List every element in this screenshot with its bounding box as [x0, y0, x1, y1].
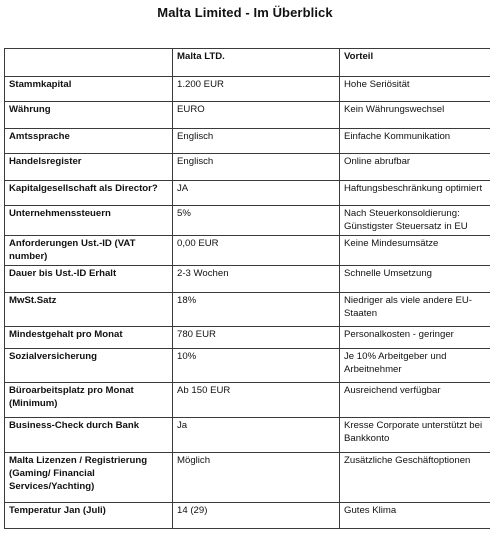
row-value: Ab 150 EUR — [173, 383, 340, 418]
row-label: MwSt.Satz — [5, 293, 173, 327]
row-advantage: Nach Steuerkonsoldierung: Günstigster Steuersatz in EU — [340, 206, 490, 236]
row-advantage: Haftungsbeschränkung optimiert — [340, 181, 490, 206]
row-label: Handelsregister — [5, 154, 173, 181]
row-value: 1.200 EUR — [173, 77, 340, 102]
row-value: 18% — [173, 293, 340, 327]
table-row — [5, 266, 490, 293]
row-label: Sozialversicherung — [5, 349, 173, 383]
row-advantage: Zusätzliche Geschäftoptionen — [340, 453, 490, 503]
table-row — [5, 383, 490, 418]
row-advantage: Kein Währungswechsel — [340, 102, 490, 129]
row-advantage: Keine Mindesumsätze — [340, 236, 490, 266]
table-row — [5, 418, 490, 453]
table-row — [5, 349, 490, 383]
header-cell-malta-ltd: Malta LTD. — [173, 49, 340, 77]
table-row — [5, 236, 490, 266]
row-advantage: Personalkosten - geringer — [340, 327, 490, 349]
row-label: Malta Lizenzen / Registrierung (Gaming/ Financial Services/Yachting) — [5, 453, 173, 503]
row-label: Business-Check durch Bank — [5, 418, 173, 453]
row-label: Dauer bis Ust.-ID Erhalt — [5, 266, 173, 293]
row-value: 14 (29) — [173, 503, 340, 529]
row-advantage: Online abrufbar — [340, 154, 490, 181]
row-value: EURO — [173, 102, 340, 129]
row-value: Ja — [173, 418, 340, 453]
table-row — [5, 154, 490, 181]
table-row — [5, 206, 490, 236]
row-value: Englisch — [173, 154, 340, 181]
row-advantage: Einfache Kommunikation — [340, 129, 490, 154]
row-label: Mindestgehalt pro Monat — [5, 327, 173, 349]
row-advantage: Gutes Klima — [340, 503, 490, 529]
overview-table — [4, 48, 490, 529]
row-value: 2-3 Wochen — [173, 266, 340, 293]
row-label: Kapitalgesellschaft als Director? — [5, 181, 173, 206]
table-row — [5, 503, 490, 529]
row-label: Währung — [5, 102, 173, 129]
row-label: Büroarbeitsplatz pro Monat (Minimum) — [5, 383, 173, 418]
row-advantage: Schnelle Umsetzung — [340, 266, 490, 293]
table-row — [5, 129, 490, 154]
row-label: Temperatur Jan (Juli) — [5, 503, 173, 529]
table-row — [5, 77, 490, 102]
row-advantage: Je 10% Arbeitgeber und Arbeitnehmer — [340, 349, 490, 383]
row-advantage: Niedriger als viele andere EU-Staaten — [340, 293, 490, 327]
row-label: Unternehmenssteuern — [5, 206, 173, 236]
row-value: JA — [173, 181, 340, 206]
row-value: 0,00 EUR — [173, 236, 340, 266]
row-label: Amtssprache — [5, 129, 173, 154]
row-value: 10% — [173, 349, 340, 383]
row-advantage: Ausreichend verfügbar — [340, 383, 490, 418]
row-label: Stammkapital — [5, 77, 173, 102]
page-title: Malta Limited - Im Überblick — [157, 5, 333, 20]
table-header-row — [5, 49, 490, 77]
table-row — [5, 181, 490, 206]
header-cell-blank — [5, 49, 173, 77]
row-value: Englisch — [173, 129, 340, 154]
row-value: Möglich — [173, 453, 340, 503]
row-advantage: Kresse Corporate unterstützt bei Bankkonto — [340, 418, 490, 453]
table-row — [5, 293, 490, 327]
row-advantage: Hohe Seriösität — [340, 77, 490, 102]
table-row — [5, 102, 490, 129]
row-value: 5% — [173, 206, 340, 236]
row-value: 780 EUR — [173, 327, 340, 349]
table-row — [5, 327, 490, 349]
table-row — [5, 453, 490, 503]
row-label: Anforderungen Ust.-ID (VAT number) — [5, 236, 173, 266]
header-cell-vorteil: Vorteil — [340, 49, 490, 77]
table-body — [5, 49, 490, 529]
